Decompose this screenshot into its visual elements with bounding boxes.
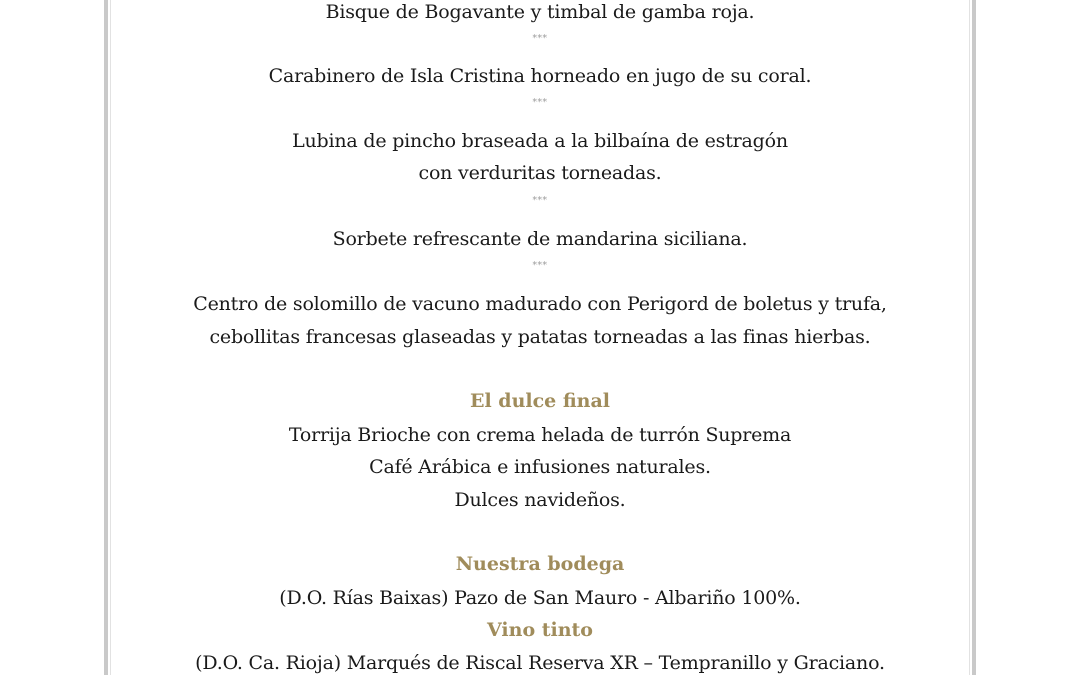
page-border-left-inner (110, 0, 111, 675)
page-border-right-inner (969, 0, 970, 675)
dessert-item-cafe: Café Arábica e infusiones naturales. (369, 456, 711, 478)
dessert-item-torrija: Torrija Brioche con crema helada de turrón Suprema (288, 424, 792, 446)
course-separator: *** (532, 261, 548, 271)
course-separator: *** (532, 98, 548, 108)
course-bisque: Bisque de Bogavante y timbal de gamba roja. (325, 1, 755, 23)
page-border-left (104, 0, 108, 675)
dessert-item-dulces: Dulces navideños. (454, 489, 626, 511)
course-solomillo-line-2: cebollitas francesas glaseadas y patatas torneadas a las finas hierbas. (209, 326, 871, 348)
wine-heading: Nuestra bodega (455, 553, 625, 575)
course-separator: *** (532, 196, 548, 206)
course-lubina-line-1: Lubina de pincho braseada a la bilbaína de estragón (292, 130, 788, 152)
course-sorbete: Sorbete refrescante de mandarina siciliana. (332, 228, 748, 250)
course-separator: *** (532, 34, 548, 44)
course-solomillo-line-1: Centro de solomillo de vacuno madurado con Perigord de boletus y trufa, (193, 293, 887, 315)
course-carabinero: Carabinero de Isla Cristina horneado en jugo de su coral. (268, 65, 812, 87)
wine-red: (D.O. Ca. Rioja) Marqués de Riscal Reserva XR – Tempranillo y Graciano. (195, 652, 885, 674)
course-lubina-line-2: con verduritas torneadas. (418, 162, 662, 184)
dessert-heading: El dulce final (469, 390, 611, 412)
page-border-right (972, 0, 976, 675)
wine-white: (D.O. Rías Baixas) Pazo de San Mauro - Albariño 100%. (279, 587, 801, 609)
red-wine-heading: Vino tinto (487, 619, 593, 641)
